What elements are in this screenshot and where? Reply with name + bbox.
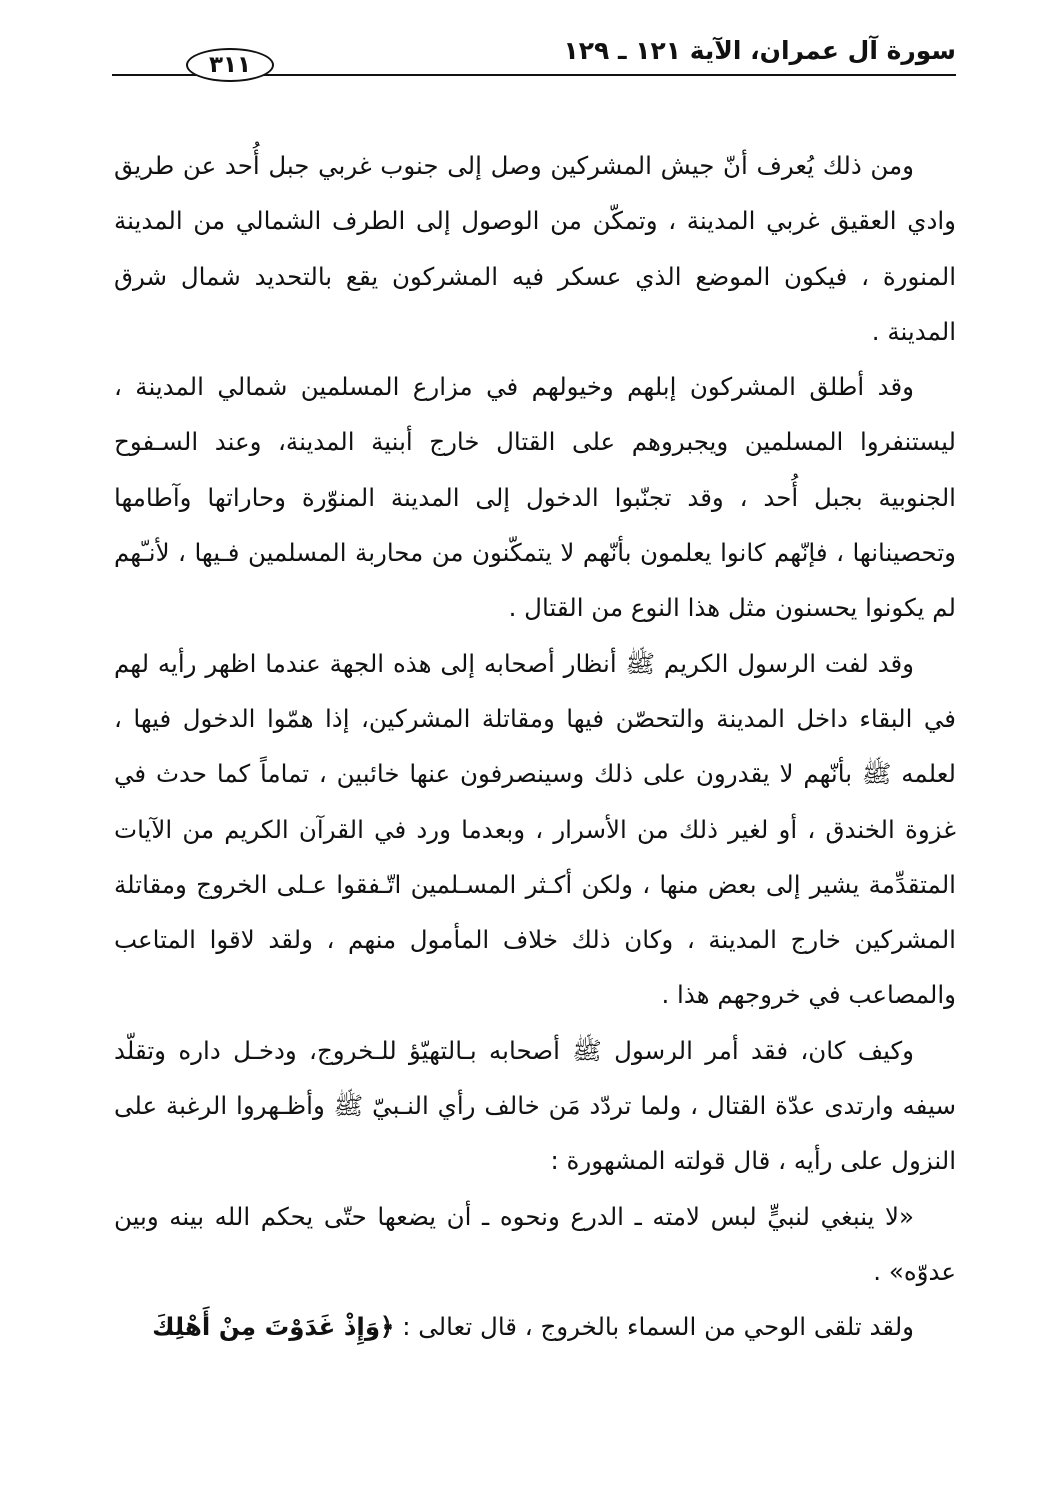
paragraph-hadith-quote: «لا ينبغي لنبيٍّ لبس لامته ـ الدرع ونحوه ـ أن يضعها حتّى يحكم الله بينه وبين عدوّه» . xyxy=(114,1201,956,1286)
surah-heading: سورة آل عمران، الآية ١٢١ ـ ١٢٩ xyxy=(563,36,956,65)
revelation-text: ولقد تلقى الوحي من السماء بالخروج ، قال تعالى : xyxy=(402,1312,914,1342)
paragraph-mushrikeen-camels: وقد أطلق المشركون إبلهم وخيولهم في مزارع المسلمين شمالي المدينة ، ليستنفروا المسلمين ويجبروهم على القتال خارج أبنية المدينة، وعند السـفوح الجنوبية بجبل أُحد ، وقد تجنّبوا الدخول إلى المدينة المنوّرة وحاراتها وآطامها وتحصينانها ، فإنّهم كانوا يعلمون بأنّهم لا يتمكّنون من محاربة المسلمين فـيها ، لأنـّهم لم يكونوا يحسنون مثل هذا النوع من القتال . xyxy=(114,372,956,623)
paragraph-preparation: وكيف كان، فقد أمر الرسول ﷺ أصحابه بـالتهيّؤ للـخروج، ودخـل داره وتقلّد سيفه وارتدى عدّة القتال ، ولما تردّد مَن خالف رأي النـبيّ ﷺ وأظـهروا الرغبة على النزول على رأيه ، قال قولته المشهورة : xyxy=(114,1035,956,1176)
paragraph-prophet-opinion: وقد لفت الرسول الكريم ﷺ أنظار أصحابه إلى هذه الجهة عندما اظهر رأيه لهم في البقاء داخل المدينة والتحصّن فيها ومقاتلة المشركين، إذا همّوا الدخول فيها ، لعلمه ﷺ بأنّهم لا يقدرون على ذلك وسينصرفون عنها خائبين ، تماماً كما حدث في غزوة الخندق ، أو لغير ذلك من الأسرار ، وبعدما ورد في القرآن الكريم من الآيات المتقدِّمة يشير إلى بعض منها ، ولكن أكـثر المسـلمين اتّـفقوا عـلى الخروج ومقاتلة المشركين خارج المدينة ، وكان ذلك خلاف المأمول منهم ، ولقد لاقوا المتاعب والمصاعب في خروجهم هذا . xyxy=(114,648,956,1010)
paragraph-army-position: ومن ذلك يُعرف أنّ جيش المشركين وصل إلى جنوب غربي جبل أُحد عن طريق وادي العقيق غربي المدينة ، وتمكّن من الوصول إلى الطرف الشمالي من المدينة المنورة ، فيكون الموضع الذي عسكر فيه المشركون يقع بالتحديد شمال شرق المدينة . xyxy=(114,151,956,346)
paragraph-revelation xyxy=(114,1299,956,1354)
quran-verse: ﴿وَإِذْ غَدَوْتَ مِنْ أَهْلِكَ xyxy=(152,1312,395,1342)
page-body xyxy=(114,138,956,1355)
page-header xyxy=(112,34,956,78)
page-number-badge: ٣١١ xyxy=(186,48,274,82)
